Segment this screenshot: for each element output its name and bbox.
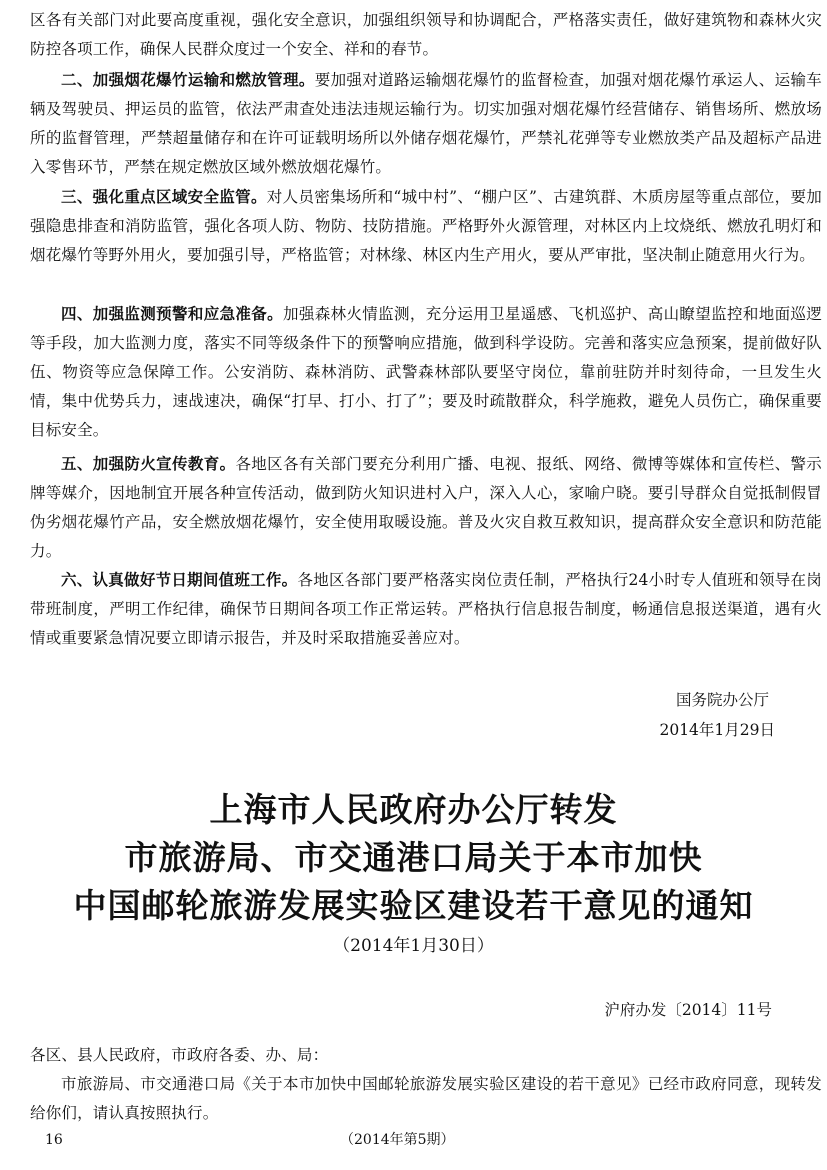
section-3 [30,183,822,270]
section-5-text: 各地区各有关部门要充分利用广播、电视、报纸、网络、微博等媒体和宣传栏、警示牌等媒介，因地制宜开展各种宣传活动，做到防火知识进村入户，深入人心，家喻户晓。要引导群众自觉抵制假冒伪劣烟花爆竹产品，安全燃放烟花爆竹，安全使用取暖设施。普及火灾自救互救知识，提高群众安全意识和防范能力。 [30,455,823,560]
notice-title-line-1: 上海市人民政府办公厅转发 [209,790,618,829]
section-4-text: 加强森林火情监测，充分运用卫星遥感、飞机巡护、高山瞭望监控和地面巡逻等手段，加大监测力度，落实不同等级条件下的预警响应措施，做到科学设防。完善和落实应急预案，提前做好队伍、物资等应急保障工作。公安消防、森林消防、武警森林部队要坚守岗位，靠前驻防并时刻待命，一旦发生火情，集中优势兵力，速战速决，确保“打早、打小、打了”；要及时疏散群众，科学施救，避免人员伤亡，确保重要目标安全。 [30,305,822,439]
page-number: 16 [45,1132,63,1148]
intro-paragraph: 区各有关部门对此要高度重视，强化安全意识，加强组织领导和协调配合，严格落实责任，做好建筑物和森林火灾防控各项工作，确保人民群众度过一个安全、祥和的春节。 [30,11,822,58]
section-6-text: 各地区各部门要严格落实岗位责任制，严格执行24小时专人值班和领导在岗带班制度，严明工作纪律，确保节日期间各项工作正常运转。严格执行信息报告制度，畅通信息报送渠道，遇有火情或重要紧急情况要立即请示报告，并及时采取措施妥善应对。 [30,571,822,647]
section-6-lead: 六、认真做好节日期间值班工作。 [61,571,298,589]
notice-title-line-2: 市旅游局、市交通港口局关于本市加快 [124,838,703,877]
issue-label: （2014年第5期） [340,1132,455,1148]
section-5 [30,450,822,566]
section-4 [30,300,822,445]
notice-title-line-3: 中国邮轮旅游发展实验区建设若干意见的通知 [73,886,754,925]
section-3-lead: 三、强化重点区域安全监管。 [61,188,267,206]
section-6 [30,566,822,653]
signature-date: 2014年1月29日 [659,721,775,739]
section-2-lead: 二、加强烟花爆竹运输和燃放管理。 [61,71,315,89]
signature-org: 国务院办公厅 [675,691,769,709]
notice-date: （2014年1月30日） [333,936,494,956]
section-5-lead: 五、加强防火宣传教育。 [61,455,236,473]
addressee: 各区、县人民政府，市政府各委、办、局： [30,1046,329,1064]
section-4-lead: 四、加强监测预警和应急准备。 [61,305,283,323]
notice-body: 市旅游局、市交通港口局《关于本市加快中国邮轮旅游发展实验区建设的若干意见》已经市政府同意，现转发给你们，请认真按照执行。 [30,1075,822,1122]
doc-number: 沪府办发〔2014〕11号 [604,1001,772,1019]
section-2-text: 要加强对道路运输烟花爆竹的监督检查，加强对烟花爆竹承运人、运输车辆及驾驶员、押运员的监管，依法严肃查处违法违规运输行为。切实加强对烟花爆竹经营储存、销售场所、燃放场所的监督管理，严禁超量储存和在许可证载明场所以外储存烟花爆竹，严禁礼花弹等专业燃放类产品及超标产品进入零售环节，严禁在规定燃放区域外燃放烟花爆竹。 [30,71,822,176]
section-2 [30,66,822,182]
section-3-text: 对人员密集场所和“城中村”、“棚户区”、古建筑群、木质房屋等重点部位，要加强隐患排查和消防监管，强化各项人防、物防、技防措施。严格野外火源管理，对林区内上坟烧纸、燃放孔明灯和烟花爆竹等野外用火，要加强引导，严格监管；对林缘、林区内生产用火，要从严审批，坚决制止随意用火行为。 [30,188,822,264]
